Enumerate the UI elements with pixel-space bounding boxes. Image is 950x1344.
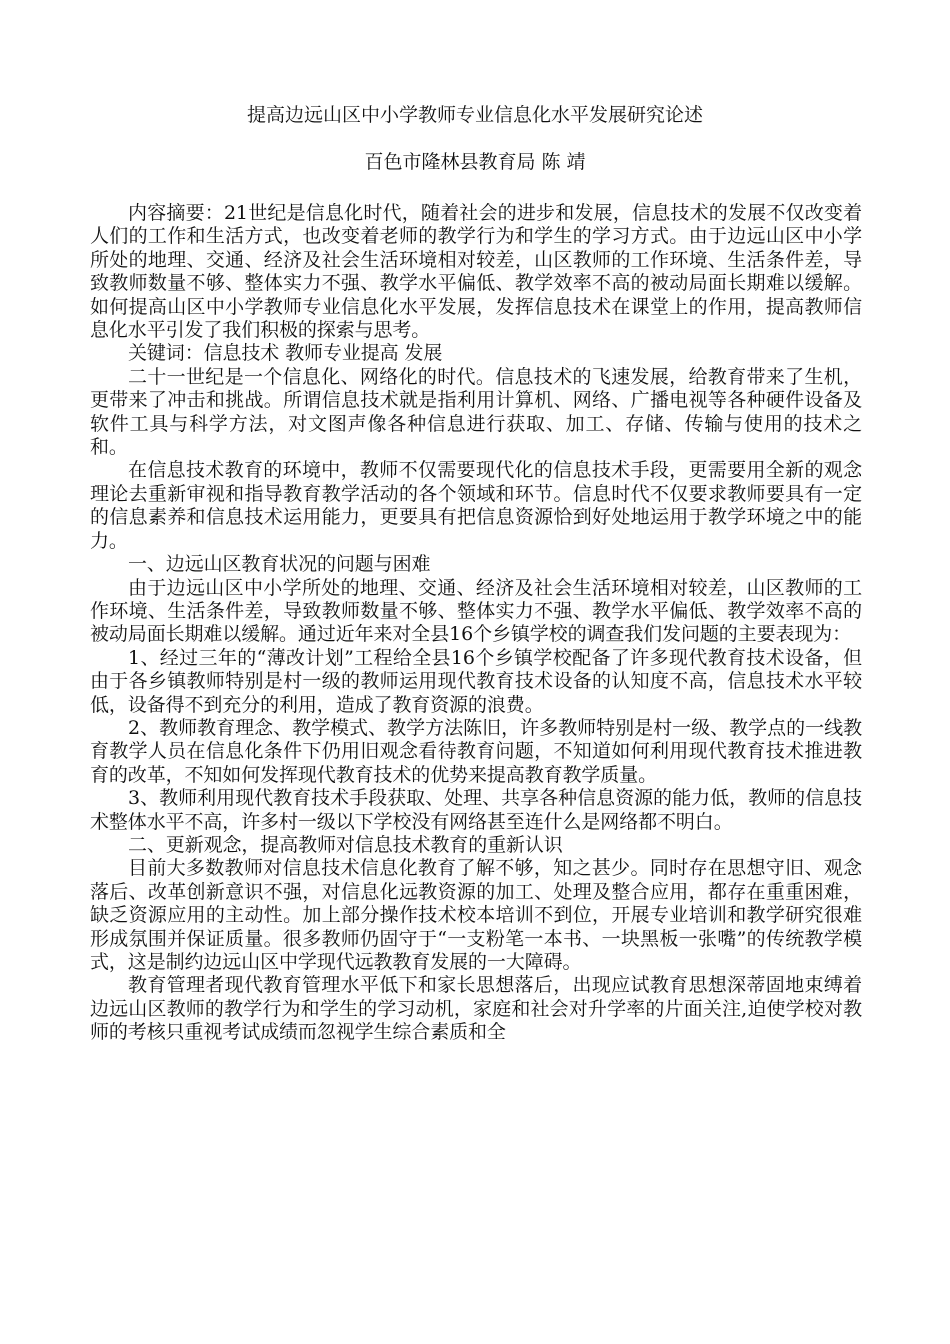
abstract-paragraph: 内容摘要：21世纪是信息化时代，随着社会的进步和发展，信息技术的发展不仅改变着人们的工作和生活方式，也改变着老师的教学行为和学生的学习方式。由于边远山区中小学所处的地理、交通、经济及社会生活环境相对较差，山区教师的工作环境、生活条件差，导致教师数量不够、整体实力不强、教学水平偏低、教学效率不高的被动局面长期难以缓解。如何提高山区中小学教师专业信息化水平发展，发挥信息技术在课堂上的作用，提高教师信息化水平引发了我们积极的探索与思考。 [90, 202, 862, 342]
body-paragraph: 由于边远山区中小学所处的地理、交通、经济及社会生活环境相对较差，山区教师的工作环境、生活条件差，导致教师数量不够、整体实力不强、教学水平偏低、教学效率不高的被动局面长期难以缓解。通过近年来对全县16个乡镇学校的调查我们发问题的主要表现为： [90, 576, 862, 646]
list-item-paragraph: 1、经过三年的“薄改计划”工程给全县16个乡镇学校配备了许多现代教育技术设备，但由于各乡镇教师特别是村一级的教师运用现代教育技术设备的认知度不高，信息技术水平较低，设备得不到充分的利用，造成了教育资源的浪费。 [90, 646, 862, 716]
document-author: 百色市隆林县教育局 陈 靖 [364, 151, 586, 173]
list-item-paragraph: 3、教师利用现代教育技术手段获取、处理、共享各种信息资源的能力低，教师的信息技术整体水平不高，许多村一级以下学校没有网络甚至连什么是网络都不明白。 [90, 787, 862, 833]
body-paragraph: 目前大多数教师对信息技术信息化教育了解不够，知之甚少。同时存在思想守旧、观念落后、改革创新意识不强，对信息化远教资源的加工、处理及整合应用，都存在重重困难，缺乏资源应用的主动性。加上部分操作技术校本培训不到位，开展专业培训和教学研究很难形成氛围并保证质量。很多教师仍固守于“一支粉笔一本书、一块黑板一张嘴”的传统教学模式，这是制约边远山区中学现代远教教育发展的一大障碍。 [90, 857, 862, 973]
keywords-paragraph: 关键词：信息技术 教师专业提高 发展 [128, 342, 443, 365]
body-paragraph: 在信息技术教育的环境中，教师不仅需要现代化的信息技术手段，更需要用全新的观念理论去重新审视和指导教育教学活动的各个领域和环节。信息时代不仅要求教师要具有一定的信息素养和信息技术运用能力，更要具有把信息资源恰到好处地运用于教学环境之中的能力。 [90, 459, 862, 552]
document-body [90, 202, 862, 1045]
body-paragraph: 教育管理者现代教育管理水平低下和家长思想落后，出现应试教育思想深蒂固地束缚着边远山区教师的教学行为和学生的学习动机，家庭和社会对升学率的片面关注,迫使学校对教师的考核只重视考试成绩而忽视学生综合素质和全 [90, 974, 862, 1044]
body-paragraph: 二十一世纪是一个信息化、网络化的时代。信息技术的飞速发展，给教育带来了生机，更带来了冲击和挑战。所谓信息技术就是指利用计算机、网络、广播电视等各种硬件设备及软件工具与科学方法，对文图声像各种信息进行获取、加工、存储、传输与使用的技术之和。 [90, 365, 862, 459]
section-heading: 二、更新观念，提高教师对信息技术教育的重新认识 [128, 833, 563, 856]
list-item-paragraph: 2、教师教育理念、教学模式、教学方法陈旧，许多教师特别是村一级、教学点的一线教育教学人员在信息化条件下仍用旧观念看待教育问题，不知道如何利用现代教育技术推进教育的改革，不知如何发挥现代教育技术的优势来提高教育教学质量。 [90, 716, 862, 786]
section-heading: 一、边远山区教育状况的问题与困难 [128, 553, 431, 576]
document-title: 提高边远山区中小学教师专业信息化水平发展研究论述 [246, 104, 703, 126]
